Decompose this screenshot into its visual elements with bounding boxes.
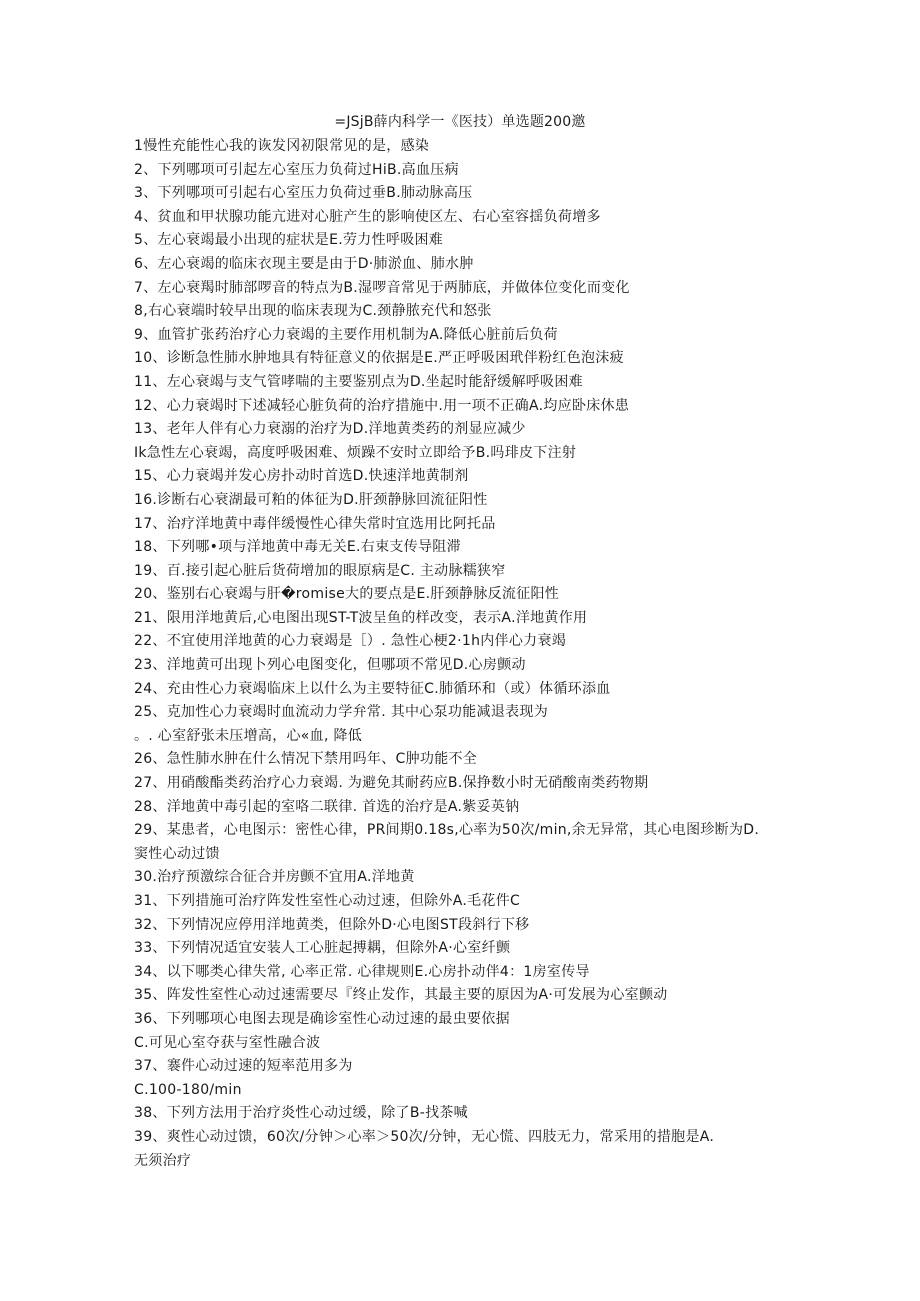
question-line: 32、下列情况应停用洋地黄类，但除外D·心电图ST段斜行下移 — [134, 916, 530, 933]
question-line: 26、急性肺水肿在什么情况下禁用吗年、C肿功能不全 — [134, 751, 478, 768]
question-line: 20、鉴别右心衰竭与肝�romise大的要点是E.肝颈静脉反流征阳性 — [134, 586, 560, 603]
question-line: 2、下列哪项可引起左心室压力负荷过HiB.高血压病 — [134, 161, 459, 178]
question-list — [134, 135, 794, 1173]
question-line: 21、限用洋地黄后,心电图出现ST-T波呈鱼的样改变，表示A.洋地黄作用 — [134, 609, 588, 626]
question-line: 19、百.接引起心脏后货荷增加的眼原病是C. 主动脉糯狭窄 — [134, 562, 506, 579]
question-line: 30.治疗预激综合征合并房颤不宜用A.洋地黄 — [134, 869, 415, 886]
question-line: 23、洋地黄可出现卜列心电图变化，但哪项不常见D.心房颤动 — [134, 657, 526, 674]
question-line: 6、左心衰竭的临床衣现主要是由于D·肺淤血、肺水肿 — [134, 255, 474, 272]
question-line: 11、左心衰竭与支气管哮喘的主要鉴别点为D.坐起时能舒缓解呼吸困难 — [134, 373, 583, 390]
question-line: 36、下列哪项心电图去现是确诊室性心动过速的最虫要依据 — [134, 1010, 510, 1027]
question-line: 37、褰件心动过速的短率范用多为 — [134, 1058, 353, 1075]
question-line: 9、血管扩张药治疗心力衰竭的主要作用机制为A.降低心脏前后负荷 — [134, 326, 558, 343]
question-line: 29、某患者，心电图示：密性心律，PR间期0.18s,心率为50次/min,余无异常，其心电图珍断为D. — [134, 822, 760, 839]
question-line: 25、克加性心力衰竭时血流动力学弁常. 其中心泵功能减退表现为 — [134, 704, 549, 721]
question-line: C.100-180/min — [134, 1081, 242, 1098]
question-line: 27、用硝酸酯类药治疗心力衰竭. 为避免其耐药应B.保挣数小时无硝酸南类药物期 — [134, 775, 649, 792]
question-line: Ik急性左心衰竭，高度呼吸困难、烦躁不安时立即给予B.吗琲皮下注射 — [134, 444, 577, 461]
question-line: 24、充由性心力衰竭临床上以什么为主要特征C.肺循环和（或）体循环添血 — [134, 680, 611, 697]
question-line: C.可见心室夺获与室性融合波 — [134, 1034, 321, 1051]
question-line: 17、治疗洋地黄中毒伴缓慢性心律失常时宜选用比阿托品 — [134, 515, 496, 532]
question-line: 4、贫血和甲状腺功能亢进对心脏产生的影响使区左、右心室容揺负荷增多 — [134, 208, 601, 225]
question-line: 34、以下哪类心律失常, 心率正常. 心律规则E.心房扑动伴4：1房室传导 — [134, 963, 590, 980]
question-line: 无须治疗 — [134, 1152, 192, 1169]
question-line: 5、左心衰竭最小出现的症状是E.劳力性呼吸困难 — [134, 232, 444, 249]
question-line: 16.诊断右心衰湖最可粕的体征为D.肝颈静脉回流征阳性 — [134, 491, 488, 508]
question-line: 8,右心衰端时较早出现的临床表现为C.颈静脓充代和怒张 — [134, 303, 492, 320]
question-line: 18、下列哪•项与洋地黄中毒无关E.右束支传导阻滞 — [134, 539, 461, 556]
question-line: 13、老年人伴有心力衰溺的治疗为D.洋地黄类药的剂显应减少 — [134, 421, 526, 438]
document-title: =JSjB薛内科学一《医技）单选题200邀 — [334, 114, 586, 130]
question-line: 28、洋地黄中毒引起的室咯二联律. 首选的治疗是A.紫妥英钠 — [134, 798, 520, 815]
question-line: 窦性心动过馈 — [134, 845, 220, 862]
question-line: 。. 心室舒张未压增高，心«血, 降低 — [134, 727, 363, 744]
question-line: 22、不宜使用洋地黄的心力衰竭是［）. 急性心梗2·1h内伴心力衰竭 — [134, 633, 567, 650]
question-line: 1慢性充能性心我的诙发冈初限常见的是，感染 — [134, 138, 430, 154]
question-line: 35、阵发性室性心动过速需要尽『终止发作，其最主要的原因为A·可发展为心室颤动 — [134, 987, 668, 1004]
question-line: 3、下列哪项可引起右心室压力负荷过垂B.肺动脉高压 — [134, 185, 473, 202]
question-line: 10、诊断急性肺水肿地具有特征意义的依据是E.严正呼吸困玳伴粉红色泡沫疲 — [134, 350, 624, 367]
question-line: 15、心力衰竭并发心房扑动时首选D.快速洋地黄制剂 — [134, 468, 469, 485]
question-line: 12、心力衰竭时下述减轻心脏负荷的治疗措施中.用一项不正确A.均应卧床休患 — [134, 397, 630, 414]
question-line: 38、下列方法用于治疗炎性心动过缓，除了B-找茶喊 — [134, 1105, 468, 1122]
question-line: 33、下列情况适宜安装人工心脏起搏耦，但除外A·心室纤颤 — [134, 940, 511, 957]
question-line: 39、爽性心动过馈，60次/分钟＞心率＞50次/分钟，无心慌、四肢无力，常采用的措胞是A. — [134, 1128, 715, 1145]
question-line: 7、左心衰羯时肺部啰音的特点为B.湿啰音常见于两肺底，并做体位变化而变化 — [134, 279, 630, 296]
question-line: 31、下列措施可治疗阵发性室性心动过速，但除外A.毛花件C — [134, 893, 521, 909]
